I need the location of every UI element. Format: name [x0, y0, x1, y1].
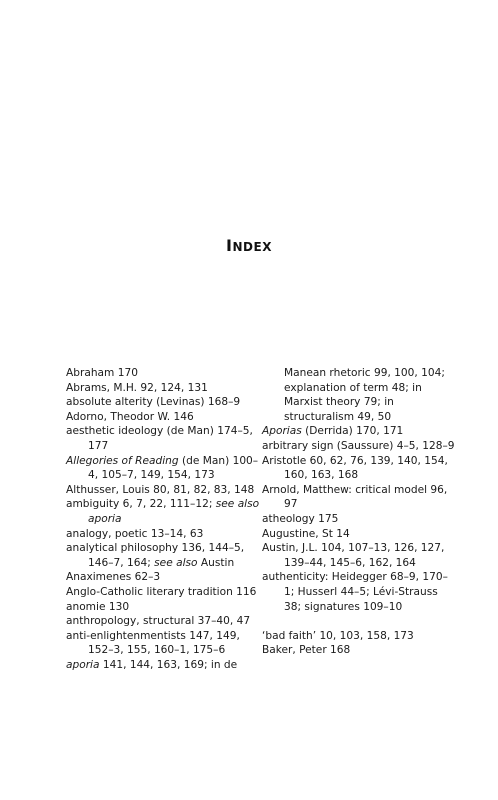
index-column-right: [262, 366, 458, 658]
index-entry: absolute alterity (Levinas) 168–9: [66, 396, 241, 409]
index-entry: ambiguity 6, 7, 22, 111–12; see also aporia: [66, 498, 260, 525]
index-entry: Abraham 170: [66, 367, 138, 379]
index-column-left: [66, 366, 262, 672]
index-entry: Anglo-Catholic literary tradition 116: [66, 585, 257, 598]
index-entry: aesthetic ideology (de Man) 174–5, 177: [66, 425, 253, 452]
index-entry: analogy, poetic 13–14, 63: [66, 527, 204, 540]
index-entry: Arnold, Matthew: critical model 96, 97: [262, 483, 448, 511]
index-entry: Adorno, Theodor W. 146: [66, 410, 194, 423]
index-entry: Aporias (Derrida) 170, 171: [262, 425, 404, 438]
page-title: INDEX: [226, 236, 272, 255]
index-entry: Austin, J.L. 104, 107–13, 126, 127, 139–44, 145–6, 162, 164: [262, 542, 445, 569]
index-entry: analytical philosophy 136, 144–5, 146–7, 164; see also Austin: [66, 542, 245, 569]
index-entry-continued: Manean rhetoric 99, 100, 104; explanation of term 48; in Marxist theory 79; in structuralism 49, 50: [284, 367, 445, 423]
index-entry: anomie 130: [66, 600, 130, 613]
index-entry: Allegories of Reading (de Man) 100–4, 105–7, 149, 154, 173: [66, 454, 259, 482]
index-entry: aporia 141, 144, 163, 169; in de: [66, 658, 238, 671]
index-entry: Augustine, St 14: [262, 527, 350, 540]
index-entry: Anaximenes 62–3: [66, 571, 161, 584]
letter-group-gap: [262, 614, 458, 629]
index-entry: arbitrary sign (Saussure) 4–5, 128–9: [262, 439, 455, 452]
index-entry: anthropology, structural 37–40, 47: [66, 615, 251, 628]
index-entry: authenticity: Heidegger 68–9, 170–1; Husserl 44–5; Lévi-Strauss 38; signatures 109–10: [262, 571, 448, 613]
index-entry: Aristotle 60, 62, 76, 139, 140, 154, 160, 163, 168: [262, 454, 448, 482]
index-entry: Baker, Peter 168: [262, 644, 351, 657]
index-entry: Althusser, Louis 80, 81, 82, 83, 148: [66, 483, 255, 496]
index-entry: atheology 175: [262, 512, 339, 525]
index-entry: Abrams, M.H. 92, 124, 131: [66, 381, 208, 394]
index-entry: ‘bad faith’ 10, 103, 158, 173: [262, 629, 414, 642]
index-entry: anti-enlightenmentists 147, 149, 152–3, 155, 160–1, 175–6: [66, 629, 240, 657]
